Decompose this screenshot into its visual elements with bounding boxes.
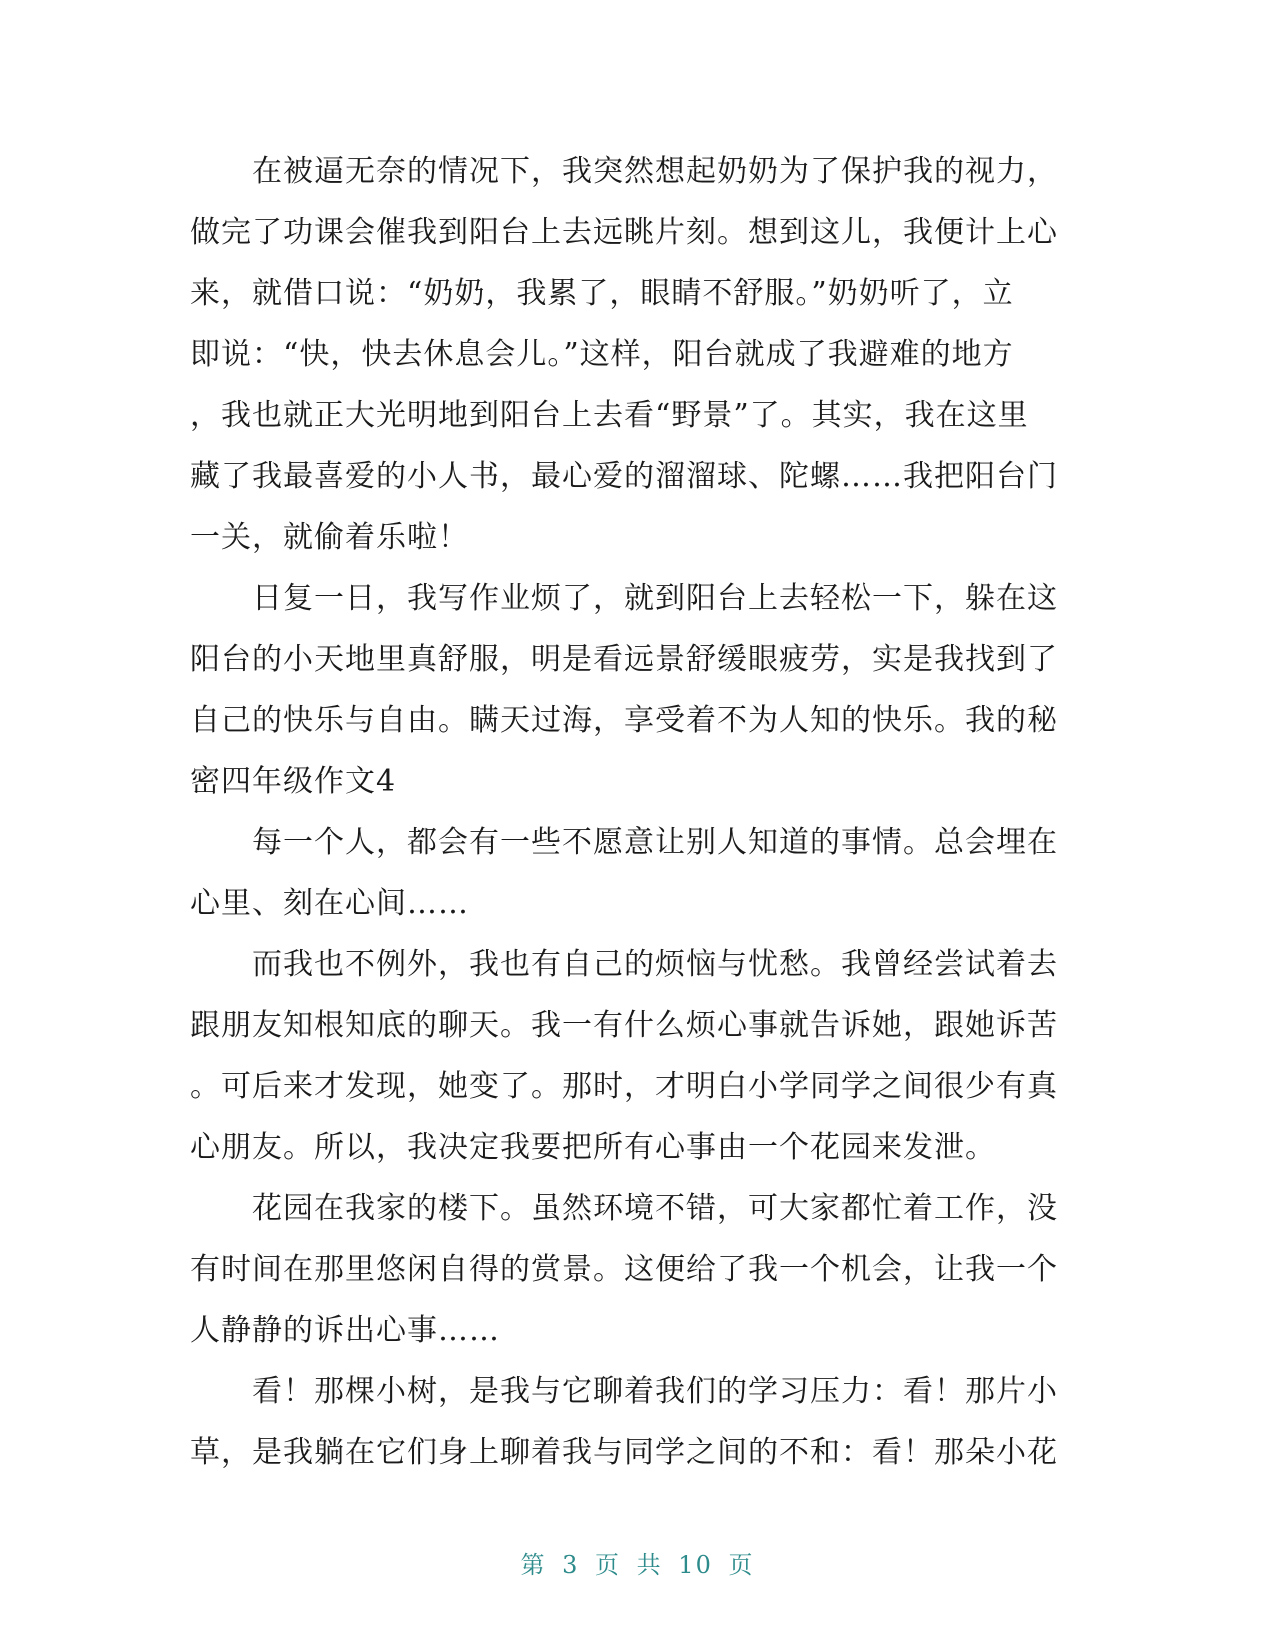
body-text (190, 141, 1070, 1483)
text-line: 来，就借口说：“奶奶，我累了，眼睛不舒服。”奶奶听了，立 (190, 276, 1014, 311)
text-line: 跟朋友知根知底的聊天。我一有什么烦心事就告诉她，跟她诉苦 (190, 1008, 1058, 1043)
text-line: 一关，就偷着乐啦！ (190, 520, 469, 555)
text-line: 在被逼无奈的情况下，我突然想起奶奶为了保护我的视力， (252, 154, 1058, 189)
page-number-footer: 第 3 页 共 10 页 (520, 1551, 755, 1579)
text-line: 心里、刻在心间…… (190, 886, 469, 921)
text-line: 看！那棵小树，是我与它聊着我们的学习压力：看！那片小 (252, 1374, 1058, 1409)
text-line: 心朋友。所以，我决定我要把所有心事由一个花园来发泄。 (190, 1130, 996, 1165)
text-line: 日复一日，我写作业烦了，就到阳台上去轻松一下，躲在这 (252, 581, 1058, 616)
text-line: 有时间在那里悠闲自得的赏景。这便给了我一个机会，让我一个 (190, 1252, 1058, 1287)
text-line: 即说：“快，快去休息会儿。”这样，阳台就成了我避难的地方 (190, 337, 1014, 372)
text-line: 密四年级作文4 (190, 764, 397, 799)
text-line: ，我也就正大光明地到阳台上去看“野景”了。其实，我在这里 (190, 398, 1029, 433)
text-line: 。可后来才发现，她变了。那时，才明白小学同学之间很少有真 (190, 1069, 1058, 1104)
text-line: 人静静的诉出心事…… (190, 1313, 500, 1348)
text-line: 藏了我最喜爱的小人书，最心爱的溜溜球、陀螺……我把阳台门 (190, 459, 1058, 494)
text-line: 每一个人，都会有一些不愿意让别人知道的事情。总会埋在 (252, 825, 1058, 860)
text-line: 阳台的小天地里真舒服，明是看远景舒缓眼疲劳，实是我找到了 (190, 642, 1058, 677)
text-line: 自己的快乐与自由。瞒天过海，享受着不为人知的快乐。我的秘 (190, 703, 1058, 738)
text-line: 花园在我家的楼下。虽然环境不错，可大家都忙着工作，没 (252, 1191, 1058, 1226)
text-line: 而我也不例外，我也有自己的烦恼与忧愁。我曾经尝试着去 (252, 947, 1058, 982)
text-line: 草，是我躺在它们身上聊着我与同学之间的不和：看！那朵小花 (190, 1435, 1058, 1470)
text-line: 做完了功课会催我到阳台上去远眺片刻。想到这儿，我便计上心 (190, 215, 1058, 250)
